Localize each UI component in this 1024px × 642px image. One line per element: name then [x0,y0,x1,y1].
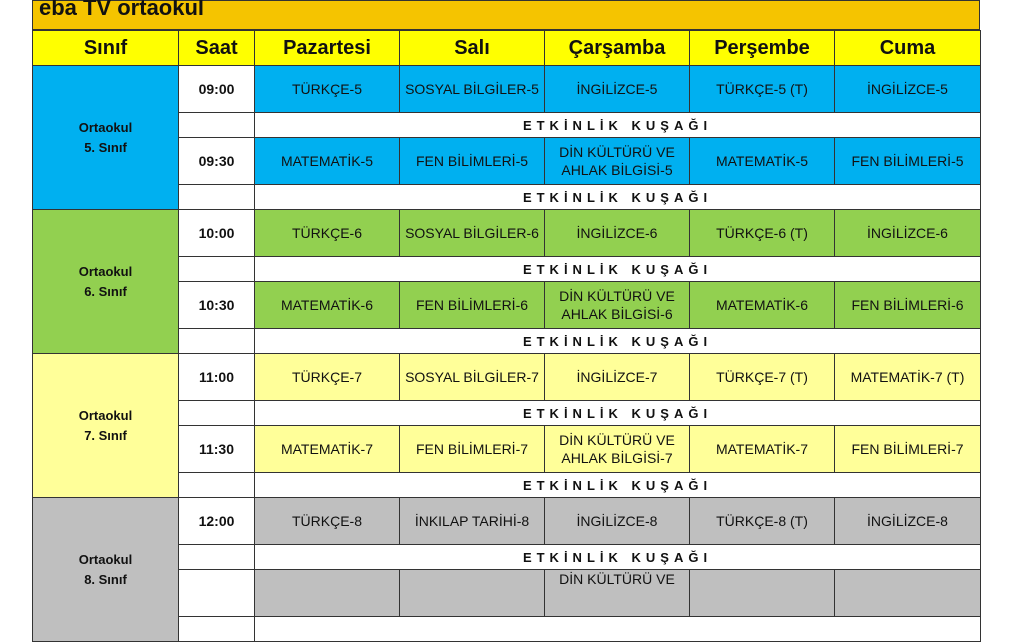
lesson-cell: İNKILAP TARİHİ-8 [400,498,545,545]
lesson-cell: FEN BİLİMLERİ-7 [400,426,545,473]
lesson-cell: İNGİLİZCE-5 [835,66,981,113]
lesson-cell: TÜRKÇE-5 (T) [690,66,835,113]
activity-band: ETKİNLİK KUŞAĞI [255,185,981,210]
lesson-cell: İNGİLİZCE-8 [545,498,690,545]
lesson-cell: MATEMATİK-7 [255,426,400,473]
activity-spacer [179,545,255,570]
grade-5-label: Ortaokul 5. Sınıf [33,66,179,210]
activity-band: ETKİNLİK KUŞAĞI [255,473,981,498]
lesson-cell: MATEMATİK-7 [690,426,835,473]
header-row [33,31,981,66]
activity-band: ETKİNLİK KUŞAĞI [255,113,981,138]
lesson-cell: SOSYAL BİLGİLER-6 [400,210,545,257]
lesson-cell: TÜRKÇE-8 (T) [690,498,835,545]
table-row [33,66,981,113]
lesson-cell: TÜRKÇE-7 [255,354,400,401]
header-grade: Sınıf [33,31,179,66]
table-row [33,354,981,401]
activity-band: ETKİNLİK KUŞAĞI [255,257,981,282]
activity-spacer [179,113,255,138]
header-time: Saat [179,31,255,66]
activity-band [255,617,981,642]
lesson-cell: İNGİLİZCE-5 [545,66,690,113]
header-friday: Cuma [835,31,981,66]
lesson-cell: MATEMATİK-6 [690,282,835,329]
lesson-cell: DİN KÜLTÜRÜ VE AHLAK BİLGİSİ-6 [545,282,690,329]
lesson-cell: SOSYAL BİLGİLER-5 [400,66,545,113]
lesson-cell: FEN BİLİMLERİ-7 [835,426,981,473]
time-cell: 11:30 [179,426,255,473]
lesson-cell: MATEMATİK-5 [255,138,400,185]
grade-7-label: Ortaokul 7. Sınıf [33,354,179,498]
activity-spacer [179,473,255,498]
grade-6-label: Ortaokul 6. Sınıf [33,210,179,354]
lesson-cell: TÜRKÇE-8 [255,498,400,545]
lesson-cell: TÜRKÇE-6 (T) [690,210,835,257]
lesson-cell: TÜRKÇE-6 [255,210,400,257]
lesson-cell: SOSYAL BİLGİLER-7 [400,354,545,401]
time-cell: 09:30 [179,138,255,185]
lesson-cell: TÜRKÇE-7 (T) [690,354,835,401]
lesson-cell: FEN BİLİMLERİ-5 [835,138,981,185]
time-cell: 10:00 [179,210,255,257]
lesson-cell: MATEMATİK-5 [690,138,835,185]
lesson-cell: İNGİLİZCE-6 [545,210,690,257]
header-thursday: Perşembe [690,31,835,66]
lesson-cell: DİN KÜLTÜRÜ VE [545,570,690,617]
time-cell: 11:00 [179,354,255,401]
lesson-cell: TÜRKÇE-5 [255,66,400,113]
lesson-cell: DİN KÜLTÜRÜ VE AHLAK BİLGİSİ-5 [545,138,690,185]
lesson-cell: İNGİLİZCE-8 [835,498,981,545]
page-title: eba TV ortaokul [39,0,205,20]
table-row [33,498,981,545]
schedule-table [32,30,981,642]
lesson-cell: FEN BİLİMLERİ-6 [835,282,981,329]
lesson-cell: İNGİLİZCE-7 [545,354,690,401]
activity-spacer [179,401,255,426]
activity-spacer [179,185,255,210]
lesson-cell: DİN KÜLTÜRÜ VE AHLAK BİLGİSİ-7 [545,426,690,473]
lesson-cell: MATEMATİK-6 [255,282,400,329]
time-cell: 12:00 [179,498,255,545]
table-row [33,210,981,257]
activity-spacer [179,329,255,354]
activity-band: ETKİNLİK KUŞAĞI [255,545,981,570]
activity-spacer [179,617,255,642]
time-cell: 09:00 [179,66,255,113]
grade-8-label: Ortaokul 8. Sınıf [33,498,179,642]
activity-band: ETKİNLİK KUŞAĞI [255,401,981,426]
activity-band: ETKİNLİK KUŞAĞI [255,329,981,354]
header-wednesday: Çarşamba [545,31,690,66]
header-tuesday: Salı [400,31,545,66]
title-bar [32,0,980,30]
header-monday: Pazartesi [255,31,400,66]
time-cell: 10:30 [179,282,255,329]
activity-spacer [179,257,255,282]
lesson-cell: MATEMATİK-7 (T) [835,354,981,401]
lesson-cell: İNGİLİZCE-6 [835,210,981,257]
lesson-cell: FEN BİLİMLERİ-6 [400,282,545,329]
lesson-cell: FEN BİLİMLERİ-5 [400,138,545,185]
